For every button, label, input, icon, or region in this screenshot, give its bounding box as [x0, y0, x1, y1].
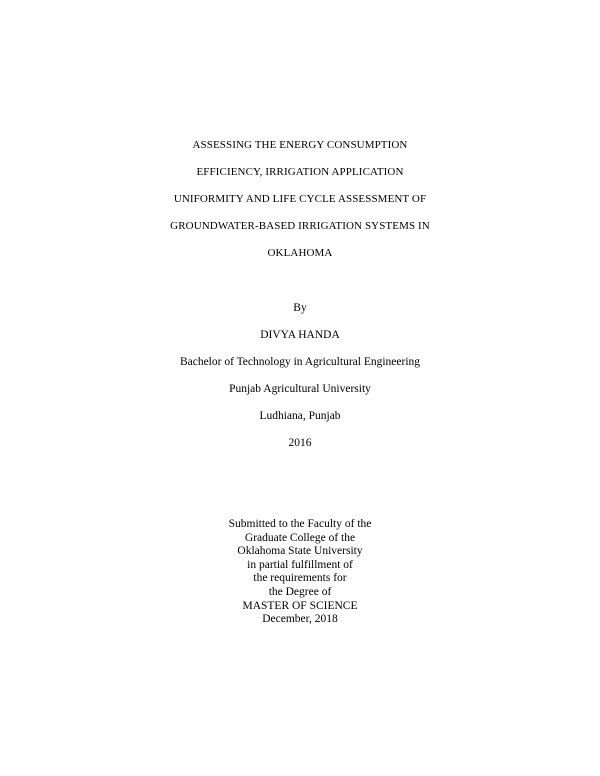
by-label: By: [293, 302, 307, 314]
submission-line-4: in partial fulfillment of: [247, 558, 353, 571]
submission-line-2: Graduate College of the: [244, 531, 356, 544]
prior-location: Ludhiana, Punjab: [259, 410, 341, 422]
author-name: DIVYA HANDA: [260, 329, 340, 341]
thesis-title: [0, 138, 600, 273]
prior-university: Punjab Agricultural University: [229, 383, 371, 395]
submission-line-5: the requirements for: [253, 572, 347, 585]
prior-year: 2016: [288, 437, 312, 449]
submission-statement: [0, 518, 600, 627]
submission-line-6: the Degree of: [268, 585, 332, 598]
title-line-4: GROUNDWATER-BASED IRRIGATION SYSTEMS IN: [170, 220, 430, 232]
title-line-1: ASSESSING THE ENERGY CONSUMPTION: [192, 139, 408, 151]
title-line-5: OKLAHOMA: [267, 247, 333, 259]
title-line-3: UNIFORMITY AND LIFE CYCLE ASSESSMENT OF: [173, 193, 427, 205]
title-line-2: EFFICIENCY, IRRIGATION APPLICATION: [196, 166, 404, 178]
author-info: [0, 301, 600, 463]
submission-line-3: Oklahoma State University: [237, 545, 363, 558]
submission-date: December, 2018: [262, 613, 338, 626]
prior-degree: Bachelor of Technology in Agricultural Engineering: [179, 356, 421, 368]
submission-line-1: Submitted to the Faculty of the: [228, 518, 372, 530]
degree-name: MASTER OF SCIENCE: [242, 599, 358, 612]
